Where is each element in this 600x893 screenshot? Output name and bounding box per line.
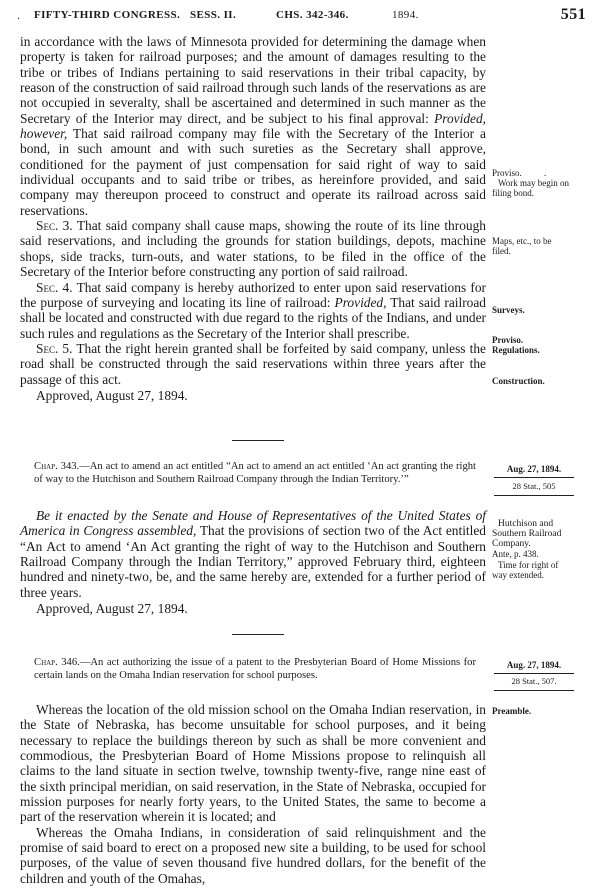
margin-hutchison-company: Hutchison and Southern Railroad Company. [492,519,562,549]
margin-maps-filed: Maps, etc., to be filed. [492,236,552,256]
chapter-343-label: Chap. 343. [34,461,80,472]
paragraph-continuation: in accordance with the laws of Minnesota provided for determining the damage when property is taken for railroad purposes; and the amount of damages resulting to the tribe or tribes of Indians pertaining to said reservations in their tribal capacity, by reason of the construction of said railroad through such lands of the reservations as are not occupied in severalty, shall be ascertained and determined in such manner as the Secretary of the Interior may direct, and be subject to his final approval: Provided, however, That said railroad company may file with the Secretary of the Interior a bond, in such amount and with such sureties as the Secretary shall approve, conditioned for the payment of just compensation for said right of way to said individual occupants and to said tribe or tribes, as hereinfore provided, and said company may thereupon proceed to construct and operate its railroad across said reservations. [20,34,486,218]
chapter-343-approved: Approved, August 27, 1894. [36,601,188,617]
chapter-346-heading [20,657,476,682]
whereas-paragraph-1: Whereas the location of the old mission school on the Omaha Indian reservation, in the State of Nebraska, has become unsuitable for school purposes, and it being necessary to replace the buildings thereon by such as shall be more convenient and commodious, the Presbyterian Board of Home Missions propose to relinquish all claims to the land situate in section twelve, township twenty-five, range nine east of the sixth principal meridian, on said reservation, in the State of Nebraska, occupied for mission purposes for nearly forty years, to the United States, the same to become a part of the reservation wherein it is located; and [20,702,486,825]
chapter-346-statute-ref: 28 Stat., 507. [511,676,557,686]
header-dot: . [17,8,21,22]
header-session: SESS. II. [190,9,237,21]
margin-time-extended: Time for right of way extended. [492,560,559,580]
header-year: 1894. [392,9,419,21]
proviso-italic: Provided, however, [20,110,486,142]
chapter-346-body [20,702,486,886]
chapter-346-stat-rule [494,690,574,691]
chapter-343-stat-rule [494,495,574,496]
running-header [14,6,586,26]
chapter-343-title: —An act to amend an act entitled “An act to amend an act entitled ‘An act granting the right of way to the Hutchison and Southern Railroad Company through the Indian Territory.’” [34,461,476,485]
margin-preamble: Preamble. [492,706,532,716]
margin-regulations: Regulations. [492,345,540,355]
margin-ante-reference: Ante, p. 438. [492,549,539,559]
header-chapters: CHS. 342-346. [276,9,349,21]
section-5-label: Sec. 5. [36,340,73,356]
margin-dot-marker: . [544,168,547,178]
chapter-divider-rule [232,634,284,635]
page-number: 551 [560,6,586,23]
chapter-346-date: Aug. 27, 1894. [506,660,562,670]
chapter-343-statute-ref: 28 Stat., 505 [512,481,556,491]
margin-work-begin-bond: Work may begin on filing bond. [492,178,570,198]
chapter-343-date: Aug. 27, 1894. [506,464,562,474]
section-4-label: Sec. 4. [36,279,73,295]
header-congress: FIFTY-THIRD CONGRESS. [34,9,181,21]
approved-line: Approved, August 27, 1894. [36,387,188,403]
section-3: Sec. 3. That said company shall cause maps, showing the route of its line through said reservations, and including the grounds for station buildings, depots, machine shops, side tracks, turn-outs, and water stations, to be filed in the office of the Secretary of the Interior before constructing any portion of said railroad. [20,218,486,280]
enacting-clause: Be it enacted by the Senate and House of Representatives of the United States of America in Congress assembled, [20,508,486,539]
margin-construction: Construction. [492,376,545,386]
chapter-343-heading [20,461,476,486]
chapter-343-body [20,508,486,616]
margin-surveys: Surveys. [492,305,525,315]
chapter-343-enacting: Be it enacted by the Senate and House of Representatives of the United States of America in Congress assembled, That the provisions of section two of the Act entitled “An Act to amend ‘An Act granting the right of way to the Hutchison and Southern Railroad Company through the Indian Territory,” approved February third, eighteen hundred and ninety-two, be, and the same hereby are, extended for a further period of three years. [20,508,486,600]
whereas-paragraph-2: Whereas the Omaha Indians, in consideration of said relinquishment and the promise of said board to erect on a proposed new site a building, to be used for school purposes, of the value of seven thousand five hundred dollars, for the benefit of the children and youth of the Omahas, [20,824,486,886]
chapter-346-date-rule [494,673,574,674]
section-3-label: Sec. 3. [36,218,73,234]
section-divider-rule [232,440,284,441]
margin-proviso: Proviso. [492,168,522,178]
section-5: Sec. 5. That the right herein granted shall be forfeited by said company, unless the road shall be constructed through the said reservations within three years after the passage of this act. [20,340,486,387]
chapter-343-date-rule [494,477,574,478]
section-4: Sec. 4. That said company is hereby authorized to enter upon said reservations for the purpose of surveying and locating its line of railroad: Provided, That said railroad shall be located and constructed with due regard to the rights of the Indians, and under such rules and regulations as the Secretary of the Interior shall prescribe. [20,279,487,341]
chapter-346-title: —An act authorizing the issue of a patent to the Presbyterian Board of Home Missions for certain lands on the Omaha Indian reservation for school purposes. [34,657,477,681]
chapter-346-label: Chap. 346. [34,657,80,668]
top-section [20,34,486,403]
margin-proviso-2: Proviso. [492,335,524,345]
